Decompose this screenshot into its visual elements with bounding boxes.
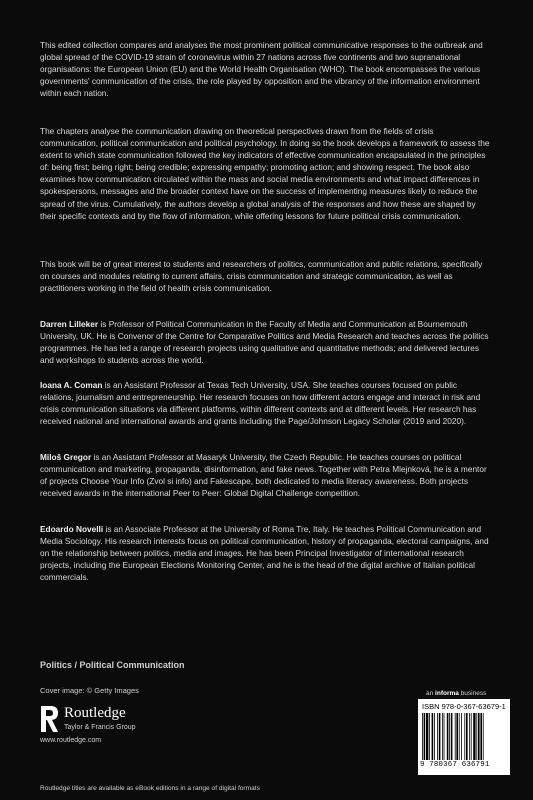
subject-category: Politics / Political Communication bbox=[40, 660, 185, 670]
barcode-bar bbox=[455, 713, 456, 760]
publisher-logo bbox=[40, 704, 190, 746]
publisher-group: Taylor & Francis Group bbox=[64, 724, 136, 731]
blurb-paragraph-1: This edited collection compares and analyses the most prominent political communicative responses to the outbreak and global spread of the COVID-19 strain of coronavirus within 27 nations across five continents and two supranational organisations: the European Union (EU) and the World Health Organisation (WHO). The book encompasses the various governments' communication of the crisis, the role played by opposition and the vibrancy of the information environment within each nation. bbox=[40, 40, 483, 99]
author-bio-gregor bbox=[40, 451, 492, 499]
author-name: Edoardo Novelli bbox=[40, 524, 104, 534]
publisher-url: www.routledge.com bbox=[40, 737, 102, 744]
barcode-bar bbox=[449, 713, 450, 760]
barcode-bar bbox=[426, 713, 428, 760]
barcode-icon bbox=[421, 713, 507, 761]
barcode-bar bbox=[480, 713, 482, 760]
barcode-bar bbox=[471, 713, 472, 760]
barcode-bar bbox=[476, 713, 477, 760]
barcode-bar bbox=[461, 713, 462, 760]
barcode-bar bbox=[451, 713, 453, 760]
author-name: Darren Lilleker bbox=[40, 319, 99, 329]
barcode-bar bbox=[429, 713, 430, 760]
barcode-bar bbox=[434, 713, 435, 760]
barcode-bar bbox=[478, 713, 480, 760]
publisher-name: Routledge bbox=[64, 705, 126, 721]
author-bio-coman bbox=[40, 379, 492, 427]
barcode-bar bbox=[469, 713, 470, 760]
ebook-availability-note: Routledge titles are available as eBook editions in a range of digital formats bbox=[40, 785, 260, 792]
barcode-bar bbox=[437, 713, 438, 760]
author-bio-text: is an Assistant Professor at Masaryk University, the Czech Republic. He teaches courses on political communication and marketing, propaganda, disinformation, and fake news. Together with Petra Mlejnková, he is a mentor of projects Choose Your Info (Zvol si info) and Fakescape, both dedicated to media literacy awareness. Both projects received awards in the international Peer to Peer: Global Digital Challenge competition. bbox=[40, 452, 487, 499]
barcode-bar bbox=[432, 713, 434, 760]
author-bio-text: is an Assistant Professor at Texas Tech University, USA. She teaches courses focused on public relations, journalism and entrepreneurship. Her research focuses on how different actors engage and interact in risk and crisis communication situations via different platforms, within different contexts and at different levels. Her research has received national and international awards and grants including the Page/Johnson Legacy Scholar (2019 and 2020). bbox=[40, 380, 481, 427]
barcode-bar bbox=[483, 713, 484, 760]
barcode-bar bbox=[422, 713, 423, 760]
barcode-bar bbox=[464, 713, 465, 760]
routledge-r-logo-icon bbox=[40, 704, 60, 734]
barcode-bar bbox=[459, 713, 460, 760]
author-bio-novelli bbox=[40, 523, 492, 583]
blurb-paragraph-3: This book will be of great interest to students and researchers of politics, communication and public relations, specifically on courses and modules relating to current affairs, crisis communication and strategic communication, as well as practitioners working in the field of health crisis communication. bbox=[40, 259, 483, 294]
barcode-bar bbox=[424, 713, 426, 760]
author-name: Ioana A. Coman bbox=[40, 380, 103, 390]
author-bio-lilleker bbox=[40, 318, 492, 366]
author-bio-text: is an Associate Professor at the University of Roma Tre, Italy. He teaches Political Communication and Media Sociology. His research interests focus on political communication, history of propaganda, electoral campaigns, and on the relationship between politics, media and images. He has been Principal Investigator of international research projects, including the European Elections Monitoring Center, and he is the head of the digital archive of Italian political commercials. bbox=[40, 524, 489, 583]
barcode-bar bbox=[444, 713, 445, 760]
author-name: Miloš Gregor bbox=[40, 452, 92, 462]
barcode-bar bbox=[466, 713, 468, 760]
barcode-bar bbox=[439, 713, 441, 760]
informa-brand: informa bbox=[435, 690, 459, 697]
isbn-barcode-block bbox=[418, 699, 510, 775]
barcode-bar bbox=[456, 713, 458, 760]
informa-business-tag: an informa business bbox=[426, 690, 487, 697]
barcode-number: 9 780367 636791 bbox=[420, 761, 490, 769]
blurb-paragraph-2: The chapters analyse the communication drawing on theoretical perspectives drawn from the fields of crisis communication, political communication and political psychology. In doing so the book develops a framework to assess the extent to which state communication followed the key indicators of effective communication encapsulated in the principles of: being first; being right; being credible; expressing empathy; promoting action; and showing respect. The book also examines how communication circulated within the mass and social media environments and what impact differences in spokespersons, messages and the broader context have on the success of implementing measures likely to reduce the spread of the virus. Cumulatively, the authors develop a global analysis of the responses and how these are shaped by their specific contexts and by the flow of information, while offering lessons for future political crisis communication. bbox=[40, 126, 490, 221]
barcode-bar bbox=[473, 713, 475, 760]
barcode-bar bbox=[447, 713, 449, 760]
isbn-label: ISBN 978-0-367-63679-1 bbox=[422, 702, 506, 711]
cover-image-credit: Cover image: © Getty Images bbox=[40, 686, 139, 695]
barcode-bar bbox=[442, 713, 443, 760]
author-bio-text: is Professor of Political Communication in the Faculty of Media and Communication at Bournemouth University, UK. He is Convenor of the Centre for Comparative Politics and Media Research and teaches across the politics programmes. He has led a range of research projects using qualitative and quantitative methods; and delivered lectures and workshops to students across the world. bbox=[40, 319, 489, 366]
